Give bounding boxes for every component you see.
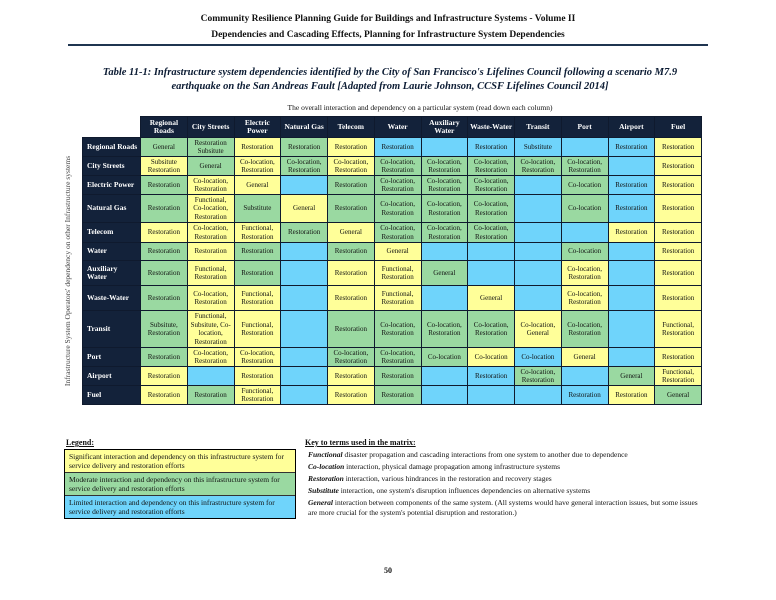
matrix-cell: General [234, 176, 281, 195]
matrix-cell: Restoration [328, 386, 375, 405]
matrix-cell: Restoration [655, 243, 702, 261]
column-header: City Streets [187, 117, 234, 138]
matrix-cell: Restoration [608, 223, 655, 243]
matrix-cell: Co-location, Restoration [328, 157, 375, 176]
table-row [83, 195, 702, 223]
matrix-cell [608, 286, 655, 311]
matrix-cell: Restoration [141, 176, 188, 195]
key-desc: interaction, one system's disruption influences dependencies on alternative systems [338, 486, 591, 495]
column-header: Regional Roads [141, 117, 188, 138]
matrix-cell: Substitute [234, 195, 281, 223]
matrix-cell: Functional, Restoration [655, 311, 702, 348]
matrix-cell: Restoration [234, 367, 281, 386]
matrix-cell: Functional, Restoration [234, 311, 281, 348]
matrix-cell [421, 286, 468, 311]
matrix-cell: Restoration [608, 386, 655, 405]
matrix-cell: Co-location, General [515, 311, 562, 348]
matrix-cell [515, 195, 562, 223]
matrix-cell: Restoration [328, 176, 375, 195]
key-item-substitute [308, 486, 708, 496]
matrix-cell: Substitute [515, 138, 562, 157]
matrix-cell [468, 386, 515, 405]
matrix-cell: Co-location, Restoration [281, 157, 328, 176]
matrix-cell: Restoration [234, 243, 281, 261]
matrix-cell: Restoration [655, 195, 702, 223]
key-item-restoration [308, 474, 708, 484]
matrix-cell: Co-location, Restoration [421, 195, 468, 223]
matrix-cell [515, 243, 562, 261]
matrix-cell: Restoration [141, 261, 188, 286]
matrix-cell: Functional, Co-location, Restoration [187, 195, 234, 223]
row-header: Natural Gas [83, 195, 141, 223]
matrix-cell: Co-location, Restoration [515, 367, 562, 386]
page-number: 50 [384, 566, 392, 575]
matrix-cell: Functional, Restoration [374, 286, 421, 311]
row-header: Port [83, 348, 141, 367]
matrix-cell: Co-location [468, 348, 515, 367]
matrix-cell: Functional, Restoration [234, 386, 281, 405]
matrix-cell [468, 261, 515, 286]
matrix-cell [608, 157, 655, 176]
matrix-cell: Co-location, Restoration [561, 311, 608, 348]
matrix-cell: Restoration Subsitute [187, 138, 234, 157]
matrix-cell: Restoration [328, 243, 375, 261]
matrix-cell: Restoration [187, 243, 234, 261]
table-row [83, 286, 702, 311]
matrix-cell: General [328, 223, 375, 243]
header-row [83, 117, 702, 138]
table-caption: Table 11-1: Infrastructure system dependencies identified by the City of San Francisco's Lifelines Council following a scenario M7.9 earthquake on the San Andreas Fault [Adapted from Laurie Johnson, CCSF Lifelines Council 2014] [102, 67, 678, 92]
matrix-cell: Co-location, Restoration [421, 176, 468, 195]
row-header: Auxiliary Water [83, 261, 141, 286]
table-row [83, 176, 702, 195]
matrix-cell: Co-location, Restoration [468, 157, 515, 176]
legend-significant: Significant interaction and dependency on this infrastructure system for service delivery and restoration efforts [65, 450, 295, 473]
matrix-cell: Restoration [328, 311, 375, 348]
matrix-cell: Co-location, Restoration [328, 348, 375, 367]
matrix-cell: Co-location, Restoration [234, 348, 281, 367]
matrix-cell [421, 386, 468, 405]
matrix-cell: Co-location [421, 348, 468, 367]
matrix-cell: Co-location, Restoration [515, 157, 562, 176]
matrix-cell: Co-location, Restoration [374, 176, 421, 195]
matrix-cell: Co-location, Restoration [374, 195, 421, 223]
matrix-cell: Functional, Subsitute, Co-location, Restoration [187, 311, 234, 348]
matrix-cell: Co-location, Restoration [374, 348, 421, 367]
matrix-cell: Restoration [374, 386, 421, 405]
matrix-cell [608, 261, 655, 286]
matrix-cell [561, 223, 608, 243]
header-subtitle: Dependencies and Cascading Effects, Planning for Infrastructure System Dependencies [211, 30, 565, 40]
matrix-cell: Co-location, Restoration [561, 261, 608, 286]
column-header: Waste-Water [468, 117, 515, 138]
key-term: Functional [308, 450, 343, 459]
key-item-colocation [308, 462, 708, 472]
key-item-functional [308, 450, 708, 460]
matrix-cell [281, 286, 328, 311]
matrix-cell: Functional, Restoration [234, 286, 281, 311]
matrix-cell: Restoration [374, 367, 421, 386]
matrix-cell: Restoration [608, 195, 655, 223]
matrix-cell: General [608, 367, 655, 386]
key-title: Key to terms used in the matrix: [305, 438, 416, 447]
matrix-cell [515, 223, 562, 243]
matrix-cell: Restoration [468, 138, 515, 157]
matrix-cell [515, 286, 562, 311]
table-row [83, 138, 702, 157]
matrix-cell: Restoration [374, 138, 421, 157]
table-row [83, 386, 702, 405]
matrix-cell: Restoration [655, 223, 702, 243]
matrix-cell [515, 386, 562, 405]
row-header: Waste-Water [83, 286, 141, 311]
matrix-cell: Co-location, Restoration [187, 176, 234, 195]
matrix-cell: Co-location, Restoration [421, 223, 468, 243]
matrix-cell: Restoration [655, 138, 702, 157]
matrix-cell: Restoration [655, 176, 702, 195]
matrix-cell [281, 386, 328, 405]
matrix-cell: Restoration [328, 367, 375, 386]
matrix-cell [281, 261, 328, 286]
key-item-general [308, 498, 708, 517]
matrix-cell: Restoration [141, 386, 188, 405]
matrix-cell: Restoration [468, 367, 515, 386]
matrix-cell [515, 176, 562, 195]
matrix-cell [281, 348, 328, 367]
table-row [83, 243, 702, 261]
matrix-cell: General [187, 157, 234, 176]
row-header: Water [83, 243, 141, 261]
matrix-cell: Subsitute, Restoration [141, 311, 188, 348]
matrix-cell: Co-location [515, 348, 562, 367]
matrix-cell: Co-location [561, 176, 608, 195]
legend-moderate: Moderate interaction and dependency on this infrastructure system for service delivery and restoration efforts [65, 473, 295, 496]
matrix-cell: Co-location, Restoration [561, 157, 608, 176]
key-desc: interaction, physical damage propagation among infrastructure systems [344, 462, 561, 471]
matrix-cell: Co-location, Restoration [468, 176, 515, 195]
dependency-matrix [82, 116, 702, 405]
matrix-cell [468, 243, 515, 261]
row-header: Regional Roads [83, 138, 141, 157]
legend-limited: Limited interaction and dependency on this infrastructure system for service delivery and restoration efforts [65, 496, 295, 518]
matrix-cell: Functional, Restoration [187, 261, 234, 286]
matrix-cell: Restoration [328, 261, 375, 286]
matrix-cell: Co-location, Restoration [187, 223, 234, 243]
matrix-cell [515, 261, 562, 286]
matrix-cell: Co-location, Restoration [374, 223, 421, 243]
column-header: Fuel [655, 117, 702, 138]
matrix-cell: Co-location, Restoration [187, 348, 234, 367]
corner-cell [83, 117, 141, 138]
matrix-cell: General [421, 261, 468, 286]
key-term: Substitute [308, 486, 339, 495]
row-header: Transit [83, 311, 141, 348]
row-header: City Streets [83, 157, 141, 176]
matrix-cell: Restoration [655, 157, 702, 176]
matrix-cell: General [141, 138, 188, 157]
matrix-cell: Co-location, Restoration [421, 157, 468, 176]
matrix-cell: Restoration [655, 261, 702, 286]
matrix-cell: Restoration [608, 138, 655, 157]
header-rule [68, 44, 708, 46]
table-row [83, 367, 702, 386]
matrix-cell: Restoration [328, 138, 375, 157]
table-row [83, 261, 702, 286]
matrix-cell: Restoration [234, 261, 281, 286]
column-header: Water [374, 117, 421, 138]
matrix-cell: Co-location, Restoration [374, 311, 421, 348]
table-row [83, 311, 702, 348]
matrix-cell [608, 311, 655, 348]
matrix-cell: Co-location, Restoration [468, 195, 515, 223]
key-terms [308, 450, 708, 520]
matrix-cell: Co-location, Restoration [561, 286, 608, 311]
matrix-cell: Functional, Restoration [374, 261, 421, 286]
column-header: Airport [608, 117, 655, 138]
header-title: Community Resilience Planning Guide for Buildings and Infrastructure Systems - Volume II [200, 14, 576, 24]
matrix-cell: Restoration [141, 223, 188, 243]
table-row [83, 348, 702, 367]
matrix-cell [561, 138, 608, 157]
key-term: Restoration [308, 474, 344, 483]
matrix-cell [421, 138, 468, 157]
matrix-cell: Restoration [141, 286, 188, 311]
row-header: Airport [83, 367, 141, 386]
column-header: Transit [515, 117, 562, 138]
matrix-cell: Restoration [608, 176, 655, 195]
matrix-cell: Co-location [561, 243, 608, 261]
row-header: Telecom [83, 223, 141, 243]
matrix-cell: Restoration [187, 386, 234, 405]
matrix-cell [608, 243, 655, 261]
matrix-cell: Co-location, Restoration [187, 286, 234, 311]
matrix-cell [187, 367, 234, 386]
matrix-cell: General [468, 286, 515, 311]
matrix-cell: Subsitute Restoration [141, 157, 188, 176]
matrix-cell [608, 348, 655, 367]
column-header: Auxiliary Water [421, 117, 468, 138]
matrix-cell [281, 311, 328, 348]
key-desc: disaster propagation and cascading interactions from one system to another due to dependence [342, 450, 628, 459]
matrix-cell [421, 243, 468, 261]
matrix-cell: General [561, 348, 608, 367]
matrix-cell: Co-location, Restoration [374, 157, 421, 176]
key-term: General [308, 498, 333, 507]
table-row [83, 223, 702, 243]
key-desc: interaction between components of the same system. (All systems would have general interaction issues, but some issues are more crucial for the system's potential disruption and restoration.) [308, 498, 698, 517]
matrix-cell: General [655, 386, 702, 405]
matrix-cell: Restoration [655, 348, 702, 367]
matrix-cell: Restoration [328, 286, 375, 311]
key-desc: interaction, various hindrances in the restoration and recovery stages [343, 474, 552, 483]
matrix-cell: Functional, Restoration [655, 367, 702, 386]
matrix-cell: General [281, 195, 328, 223]
column-header: Natural Gas [281, 117, 328, 138]
matrix-cell: Functional, Restoration [234, 223, 281, 243]
matrix-cell: Co-location, Restoration [234, 157, 281, 176]
table-subcaption: The overall interaction and dependency on a particular system (read down each column) [287, 103, 553, 112]
matrix-cell: General [374, 243, 421, 261]
matrix-cell [281, 243, 328, 261]
column-header: Electric Power [234, 117, 281, 138]
column-header: Telecom [328, 117, 375, 138]
matrix-cell: Restoration [281, 223, 328, 243]
matrix-cell: Co-location, Restoration [468, 223, 515, 243]
vertical-axis-label: Infrastructure System Operators' dependency on other Infrastructure systems [63, 155, 72, 387]
matrix-cell: Restoration [281, 138, 328, 157]
table-row [83, 157, 702, 176]
matrix-cell [561, 367, 608, 386]
column-header: Port [561, 117, 608, 138]
row-header: Fuel [83, 386, 141, 405]
matrix-cell: Co-location [561, 195, 608, 223]
matrix-cell: Restoration [141, 348, 188, 367]
legend-title: Legend: [66, 438, 94, 447]
legend [64, 449, 296, 519]
matrix-cell: Restoration [328, 195, 375, 223]
key-term: Co-location [308, 462, 345, 471]
matrix-cell: Co-location, Restoration [468, 311, 515, 348]
row-header: Electric Power [83, 176, 141, 195]
matrix-cell: Restoration [234, 138, 281, 157]
matrix-cell: Restoration [141, 367, 188, 386]
matrix-cell: Co-location, Restoration [421, 311, 468, 348]
matrix-cell: Restoration [141, 195, 188, 223]
matrix-cell [281, 176, 328, 195]
matrix-cell: Restoration [561, 386, 608, 405]
matrix-cell [281, 367, 328, 386]
matrix-cell: Restoration [655, 286, 702, 311]
matrix-cell [421, 367, 468, 386]
matrix-cell: Restoration [141, 243, 188, 261]
